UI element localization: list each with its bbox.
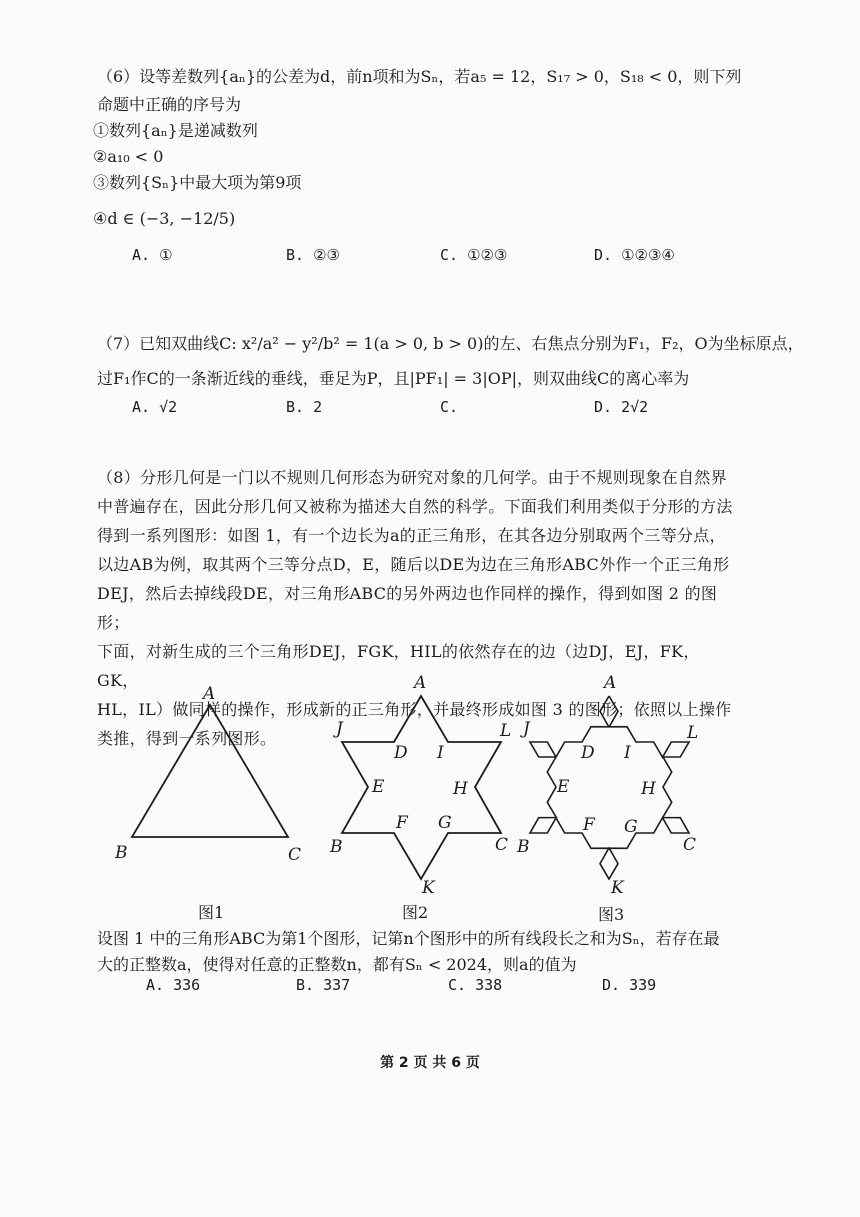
figure-1-triangle	[110, 680, 310, 870]
q6-item-2: ②a₁₀ < 0	[93, 147, 164, 166]
fig3-label-i: I	[624, 743, 631, 763]
fig1-label-c: C	[288, 845, 302, 865]
fig3-label-j: J	[523, 719, 530, 739]
caption-figure-1: 图1	[198, 903, 225, 922]
caption-figure-3: 图3	[598, 905, 625, 924]
fig3-label-b: B	[517, 837, 530, 857]
q8-para-line: 得到一系列图形：如图 1，有一个边长为a的正三角形，在其各边分别取两个三等分点，	[97, 526, 726, 545]
fractal-outline	[530, 696, 689, 879]
fig2-label-c: C	[495, 835, 509, 855]
figure-2-star	[328, 668, 528, 898]
fig2-label-a: A	[414, 673, 427, 693]
q8-para-line: DEJ，然后去掉线段DE，对三角形ABC的另外两边也作同样的操作，得到如图 2 的图形；	[97, 584, 718, 632]
q7-stem-line2: 过F₁作C的一条渐近线的垂线，垂足为P，且|PF₁| = 3|OP|，则双曲线C的离心率为	[97, 369, 690, 388]
q6-option-b: B. ②③	[286, 246, 340, 264]
q7-option-d: D. 2√2	[594, 398, 649, 416]
fig1-label-a: A	[203, 684, 216, 704]
q6-item-1: ①数列{aₙ}是递减数列	[93, 121, 258, 140]
q8-option-b: B. 337	[296, 976, 351, 994]
q7-stem-line1: （7）已知双曲线C: x²/a² − y²/b² = 1(a > 0, b > 0)的左、右焦点分别为F₁，F₂，O为坐标原点，	[97, 334, 804, 353]
fig3-label-e: E	[557, 777, 570, 797]
q6-option-c: C. ①②③	[440, 246, 508, 264]
fig2-label-l: L	[500, 721, 512, 741]
fig3-label-a: A	[604, 673, 617, 693]
q6-item-3: ③数列{Sₙ}中最大项为第9项	[93, 173, 302, 192]
q8-option-c: C. 338	[448, 976, 503, 994]
q8-after-line2: 大的正整数a，使得对任意的正整数n，都有Sₙ < 2024，则a的值为	[97, 955, 577, 974]
fig3-label-h: H	[641, 779, 656, 799]
fig2-label-h: H	[453, 779, 468, 799]
fig1-label-b: B	[115, 843, 128, 863]
fig2-label-j: J	[336, 719, 343, 739]
q6-item-4: ④d ∈ (−3, −12/5)	[93, 209, 236, 228]
q6-stem-line1: （6）设等差数列{aₙ}的公差为d，前n项和为Sₙ，若a₅ = 12，S₁₇ > 0，S₁₈ < 0，则下列	[97, 67, 742, 86]
fig2-label-d: D	[394, 743, 408, 763]
page-footer: 第 2 页 共 6 页	[380, 1055, 480, 1071]
fig3-label-k: K	[611, 878, 624, 898]
q8-para-line: HL，IL）做同样的操作，形成新的正三角形，并最终形成如图 3 的图形；依照以上操作	[97, 700, 732, 719]
q7-option-a: A. √2	[132, 398, 178, 416]
q8-after-line1: 设图 1 中的三角形ABC为第1个图形，记第n个图形中的所有线段长之和为Sₙ，若存在最	[97, 929, 720, 948]
fig3-label-c: C	[683, 835, 697, 855]
fig2-label-e: E	[372, 777, 385, 797]
q8-para-line: （8）分形几何是一门以不规则几何形态为研究对象的几何学。由于不规则现象在自然界	[97, 468, 727, 487]
q7-option-b: B. 2	[286, 398, 323, 416]
q8-para-line: 类推，得到一系列图形。	[97, 729, 277, 748]
q8-option-d: D. 339	[602, 976, 657, 994]
fig2-label-b: B	[330, 837, 343, 857]
q8-para-line: 以边AB为例，取其两个三等分点D，E，随后以DE为边在三角形ABC外作一个正三角形	[97, 555, 730, 574]
figure-3-fractal	[513, 668, 713, 898]
q6-stem-line2: 命题中正确的序号为	[97, 95, 242, 114]
fig2-label-g: G	[438, 813, 452, 833]
fig3-label-f: F	[583, 815, 595, 835]
q6-option-a: A. ①	[132, 246, 173, 264]
q6-option-d: D. ①②③④	[594, 246, 675, 264]
fig2-label-f: F	[396, 813, 408, 833]
fig2-label-k: K	[422, 878, 435, 898]
q8-option-a: A. 336	[146, 976, 201, 994]
q8-para-line: 中普遍存在，因此分形几何又被称为描述大自然的科学。下面我们利用类似于分形的方法	[97, 497, 733, 516]
fig3-label-g: G	[624, 817, 638, 837]
q7-option-c: C.	[440, 398, 459, 416]
q8-para-line: 下面，对新生成的三个三角形DEJ，FGK，HIL的依然存在的边（边DJ，EJ，FK，GK，	[97, 642, 700, 690]
fig3-label-l: L	[687, 723, 699, 743]
fig3-label-d: D	[581, 743, 595, 763]
fig2-label-i: I	[437, 743, 444, 763]
caption-figure-2: 图2	[402, 903, 429, 922]
